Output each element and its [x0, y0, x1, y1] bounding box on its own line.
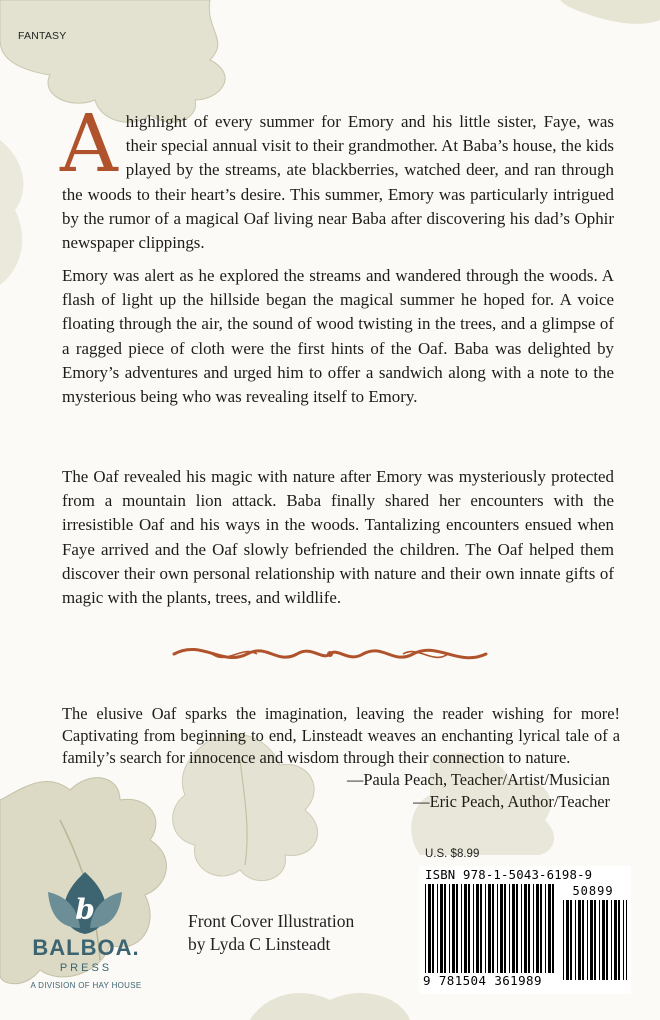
synopsis-paragraph-3: The Oaf revealed his magic with nature after Emory was mysteriously protected from a mountain lion attack. Baba finally shared her encounters with the irresistible Oaf and his ways in the woods. Tantalizing encounters ensued when Faye arrived and the Oaf slowly befriended the children. The Oaf helped them discover their own personal relationship with nature and their own innate gifts of magic with the plants, trees, and wildlife.	[62, 467, 614, 608]
barcode-bar	[456, 884, 458, 980]
barcode-bar	[552, 884, 554, 980]
leaf-top-right	[560, 0, 660, 24]
barcode-bar	[578, 900, 581, 980]
barcode-bar	[521, 884, 522, 980]
synopsis-paragraph-1	[60, 97, 614, 255]
review-attribution-1: —Paula Peach, Teacher/Artist/Musician	[346, 770, 610, 789]
isbn-barcode	[419, 866, 631, 994]
barcode-addon-bars	[563, 900, 627, 980]
barcode-bar	[504, 884, 506, 980]
barcode-bar	[452, 884, 455, 980]
barcode-bar	[476, 884, 479, 980]
barcode-bar	[599, 900, 600, 980]
barcode-bar	[614, 900, 617, 980]
price-label: U.S. $8.99	[425, 848, 480, 860]
barcode-bar	[428, 884, 431, 980]
barcode-bar	[594, 900, 596, 980]
barcode-bar	[480, 884, 482, 980]
barcode-bar	[500, 884, 503, 980]
barcode-bar	[449, 884, 450, 980]
logo-letter: b	[75, 893, 95, 926]
ornament-flourish	[172, 637, 488, 671]
barcode-bar	[437, 884, 438, 980]
barcode-bar	[528, 884, 530, 980]
barcode-bar	[516, 884, 518, 980]
barcode-bar	[606, 900, 608, 980]
barcode-bar	[626, 900, 627, 980]
review-attribution-2: —Eric Peach, Author/Teacher	[413, 792, 610, 811]
review-quote: The elusive Oaf sparks the imagination, leaving the reader wishing for more! Captivating from beginning to end, Linsteadt weaves an enchanting lyrical tale of a family’s search for innocence and wisdom through their connection to nature.	[62, 704, 620, 767]
barcode-bar	[464, 884, 467, 980]
barcode-bar	[425, 884, 426, 980]
barcode-bar	[548, 884, 551, 980]
illustration-credit-line-1: Front Cover Illustration	[188, 911, 355, 931]
barcode-bar	[575, 900, 576, 980]
barcode-bar	[536, 884, 539, 980]
barcode-bar	[582, 900, 584, 980]
barcode-bar	[492, 884, 494, 980]
barcode-bar	[432, 884, 434, 980]
barcode-bar	[540, 884, 542, 980]
publisher-imprint: PRESS	[59, 962, 113, 974]
barcode-main-bars	[425, 884, 554, 980]
barcode-bar	[509, 884, 510, 980]
barcode-bar	[444, 884, 446, 980]
barcode-bar	[440, 884, 443, 980]
barcode-bar	[590, 900, 593, 980]
barcode-bar	[602, 900, 605, 980]
synopsis-paragraph-1-text: highlight of every summer for Emory and his little sister, Faye, was their special annual visit to their grandmother. At Baba’s house, the kids played by the streams, ate blackberries, watched deer, and ran through the woods to their heart’s desire. This summer, Emory was particularly intrigued by the rumor of a magical Oaf living near Baba after discovering his dad’s Ophir newspaper clippings.	[62, 112, 614, 253]
barcode-bar	[461, 884, 462, 980]
leaf-bottom-edge	[250, 993, 410, 1020]
barcode-bar	[497, 884, 498, 980]
barcode-bar	[611, 900, 612, 980]
isbn-label: ISBN 978-1-5043-6198-9	[425, 868, 593, 882]
barcode-bar	[618, 900, 620, 980]
barcode-ean-number: 9 781504 361989	[423, 973, 555, 988]
barcode-bar	[524, 884, 527, 980]
barcode-bar	[570, 900, 572, 980]
barcode-bar	[485, 884, 486, 980]
barcode-bar	[473, 884, 474, 980]
barcode-bar	[545, 884, 546, 980]
barcode-bar	[468, 884, 470, 980]
barcode-bar	[563, 900, 564, 980]
synopsis-paragraph-2: Emory was alert as he explored the streams and wandered through the woods. A flash of light up the hillside began the magical summer he hoped for. A voice floating through the air, the sound of wood twisting in the trees, and a glimpse of a ragged piece of cloth were the first hints of the Oaf. Baba was delighted by Emory’s adventures and urged him to offer a sandwich along with a note to the mysterious being who was revealing itself to Emory.	[62, 266, 614, 407]
barcode-bar	[566, 900, 569, 980]
leaf-left-edge	[0, 140, 23, 285]
barcode-bar	[587, 900, 588, 980]
barcode-bar	[533, 884, 534, 980]
genre-label: FANTASY	[18, 30, 67, 42]
publisher-division: A DIVISION OF HAY HOUSE	[30, 981, 142, 990]
barcode-bar	[488, 884, 491, 980]
drop-cap: A	[60, 97, 118, 190]
barcode-bar	[512, 884, 515, 980]
illustration-credit-line-2: by Lyda C Linsteadt	[188, 934, 331, 954]
barcode-addon-number: 50899	[572, 884, 614, 898]
barcode-bar	[623, 900, 624, 980]
publisher-name: BALBOA.	[32, 935, 140, 960]
